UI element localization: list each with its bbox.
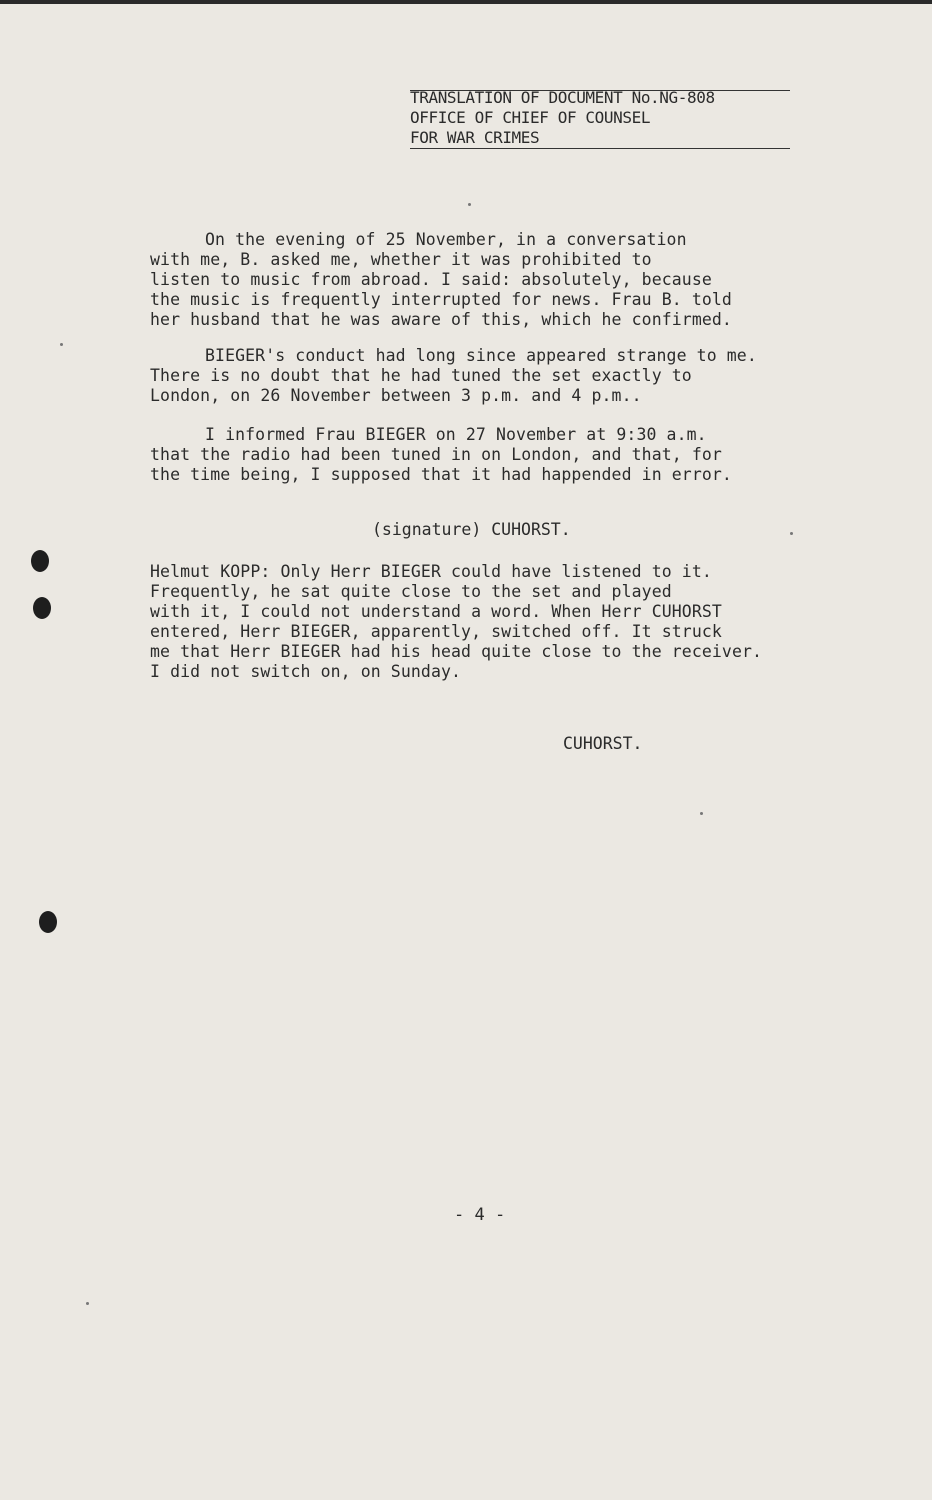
paragraph-line: with it, I could not understand a word. When Herr CUHORST [150, 602, 722, 621]
page-number: - 4 - [454, 1205, 506, 1225]
paragraph-line: listen to music from abroad. I said: absolutely, because [150, 270, 712, 289]
paper-speck [468, 203, 471, 206]
punch-hole-icon [33, 597, 51, 619]
paragraph-3 [150, 425, 840, 485]
paragraph-line: that the radio had been tuned in on London, and that, for [150, 445, 722, 464]
punch-hole-icon [39, 911, 57, 933]
paragraph-4 [150, 562, 840, 682]
paragraph-1 [150, 230, 840, 330]
paragraph-line: I did not switch on, on Sunday. [150, 662, 462, 681]
paragraph-line: BIEGER's conduct had long since appeared strange to me. [205, 346, 757, 365]
paragraph-line: On the evening of 25 November, in a conversation [205, 230, 687, 249]
signature-line: (signature) CUHORST. [372, 520, 571, 539]
paragraph-line: London, on 26 November between 3 p.m. and 4 p.m.. [150, 386, 642, 405]
paragraph-line: the music is frequently interrupted for news. Frau B. told [150, 290, 732, 309]
header-line-2: OFFICE OF CHIEF OF COUNSEL [410, 108, 651, 127]
header-bottom-rule [410, 148, 790, 149]
header-line-3: FOR WAR CRIMES [410, 128, 540, 147]
paragraph-line: her husband that he was aware of this, which he confirmed. [150, 310, 732, 329]
closing-signature: CUHORST. [563, 734, 643, 753]
header-top-rule [410, 90, 790, 91]
paragraph-2 [150, 346, 840, 406]
header-line-1: TRANSLATION OF DOCUMENT No.NG-808 [410, 88, 715, 107]
paragraph-line: with me, B. asked me, whether it was prohibited to [150, 250, 652, 269]
paragraph-line: Frequently, he sat quite close to the set and played [150, 582, 672, 601]
paragraph-line: Helmut KOPP: Only Herr BIEGER could have listened to it. [150, 562, 712, 581]
paragraph-line: There is no doubt that he had tuned the set exactly to [150, 366, 692, 385]
page-top-edge [0, 0, 932, 4]
paragraph-line: me that Herr BIEGER had his head quite close to the receiver. [150, 642, 763, 661]
paragraph-line: the time being, I supposed that it had happended in error. [150, 465, 732, 484]
paper-speck [790, 532, 793, 535]
paper-speck [86, 1302, 89, 1305]
punch-hole-icon [31, 550, 49, 572]
paper-speck [60, 343, 63, 346]
paper-speck [700, 812, 703, 815]
document-header [410, 88, 790, 148]
paragraph-line: I informed Frau BIEGER on 27 November at 9:30 a.m. [205, 425, 707, 444]
paragraph-line: entered, Herr BIEGER, apparently, switched off. It struck [150, 622, 722, 641]
